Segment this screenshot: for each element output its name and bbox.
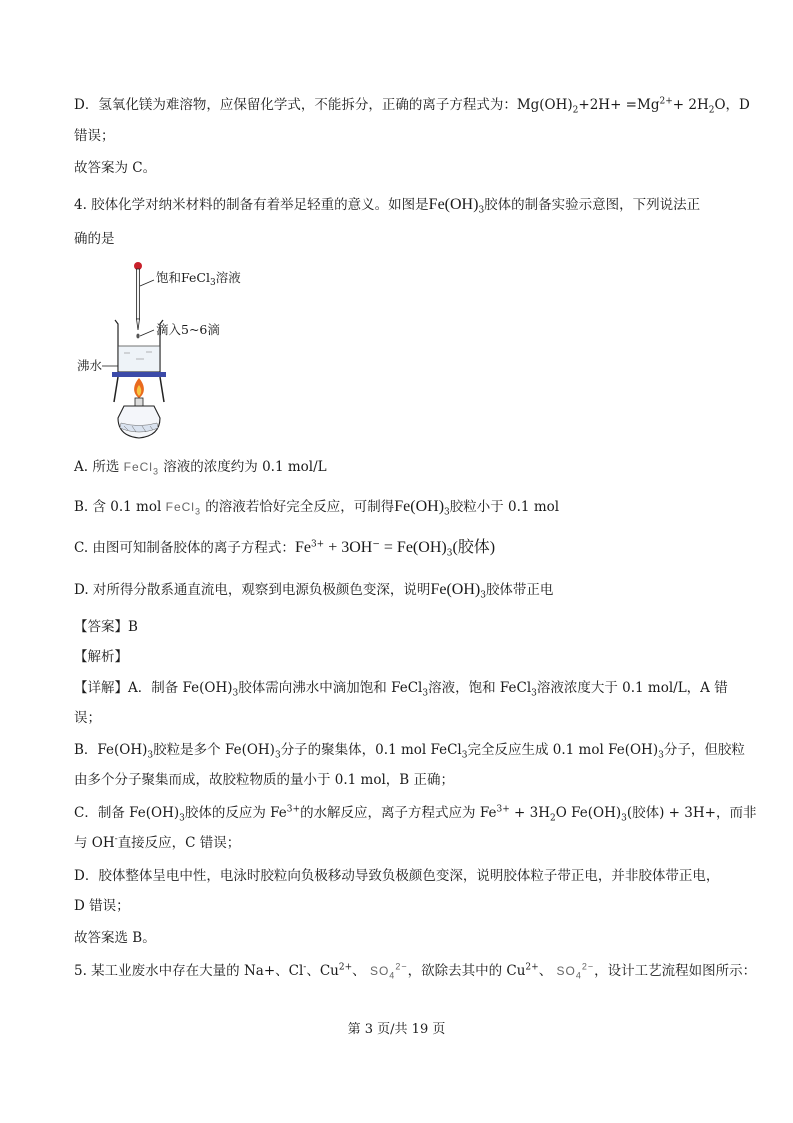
q4-detail-a: 【详解】A．制备 $Fe(OH)_3$胶体需向沸水中滴加饱和 FeCl$_3$溶液，饱和 FeCl$_3$溶液浓度大于 0.1 mol/L，A 错 — [74, 680, 728, 699]
q3-option-d: D．氢氧化镁为难溶物，应保留化学式，不能拆分，正确的离子方程式为：$Mg(OH)_2+2H+ =Mg^{2+}+ 2H_2O$，D — [74, 96, 750, 116]
q4-detail-d: D．胶体整体呈电中性，电泳时胶粒向负极移动导致负极颜色变深，说明胶体粒子带正电，并非胶体带正电， — [74, 868, 720, 884]
q4-stem: 4. 胶体化学对纳米材料的制备有着举足轻重的意义。如图是$Fe(OH)_3$胶体的制备实验示意图，下列说法正 — [74, 196, 701, 216]
q4-option-a: A. 所选 FeCl$_3$ 溶液的浓度约为 0.1 mol/L — [74, 459, 327, 477]
q4-answer: 【答案】B — [74, 619, 138, 635]
q4-option-b: B. 含 0.1 mol FeCl$_3$ 的溶液若恰好完全反应，可制得$Fe(OH)_3$胶粒小于 0.1 mol — [74, 498, 560, 518]
q4-stem-cont: 确的是 — [74, 231, 115, 247]
svg-text:饱和FeCl3溶液: 饱和FeCl$_3$溶液 — [156, 270, 241, 288]
q4-detail-c-cont: 与 OH-直接反应，C 错误； — [74, 834, 241, 851]
dropper-tube — [137, 269, 140, 319]
q4-option-d: D. 对所得分散系通直流电，观察到电源负极颜色变深，说明$Fe(OH)_3$胶体带正电 — [74, 581, 554, 601]
colloid-apparatus-figure — [74, 258, 264, 448]
droplet — [136, 334, 139, 339]
q3-answer: 故答案为 C。 — [74, 160, 157, 176]
q3-option-d-cont: 错误； — [74, 128, 115, 144]
svg-text:滴入5~6滴: 滴入5~6滴 — [156, 322, 220, 337]
gauze — [112, 372, 166, 377]
q4-detail-b-cont: 由多个分子聚集而成，故胶粒物质的量小于 0.1 mol，B 正确； — [74, 772, 455, 788]
q4-detail-b: B．$Fe(OH)_3$胶粒是多个 $Fe(OH)_3$分子的聚集体，0.1 mol FeCl$_3$完全反应生成 0.1 mol $Fe(OH)_3$分子，但胶粒 — [74, 742, 745, 761]
svg-text:沸水: 沸水 — [77, 358, 103, 373]
q4-analysis-label: 【解析】 — [74, 649, 128, 665]
q5-stem: 5. 某工业废水中存在大量的 Na+、Cl-、$Cu^{2+}$、 $SO_4^{2-}$，欲除去其中的 $Cu^{2+}$、 $SO_4^{2-}$，设计工艺流程如图所示： — [74, 961, 757, 981]
q4-detail-a-cont: 误； — [74, 710, 101, 726]
page-footer: 第 3 页/共 19 页 — [347, 1022, 446, 1037]
q4-detail-c: C．制备 $Fe(OH)_3$胶体的反应为 $Fe^{3+}$的水解反应，离子方程式应为 $Fe^{3+} + 3H_2O$ $Fe(OH)_3$(胶体) + 3H+，而非 — [74, 804, 757, 824]
q4-detail-d-cont: D 错误； — [74, 898, 130, 914]
alcohol-lamp — [118, 406, 160, 438]
q4-option-c: C. 由图可知制备胶体的离子方程式：$Fe^{3+} + 3OH^- = Fe(OH)_3$(胶体) — [74, 539, 496, 559]
q4-final-answer: 故答案选 B。 — [74, 930, 156, 946]
